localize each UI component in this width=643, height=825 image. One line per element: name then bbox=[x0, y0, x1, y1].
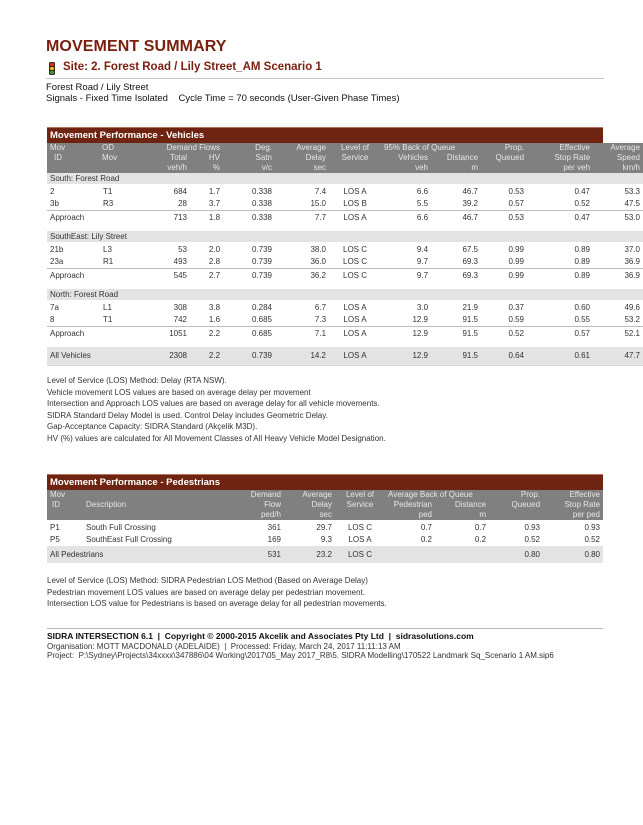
pedestrians-note: Pedestrian movement LOS values are based on average delay per pedestrian movement. bbox=[47, 587, 365, 597]
los-cell: LOS C bbox=[329, 269, 381, 284]
delay-cell: 36.2 bbox=[275, 269, 329, 284]
col-queue-vehicles: Vehicles bbox=[381, 153, 431, 163]
site-title: Site: 2. Forest Road / Lily Street_AM Scenario 1 bbox=[63, 61, 322, 73]
stop-rate-cell: 0.80 bbox=[543, 546, 603, 563]
approach-label: Approach bbox=[47, 269, 139, 284]
footer-organisation: Organisation: MOTT MACDONALD (ADELAIDE) | Processed: Friday, March 24, 2017 11:11:13 AM bbox=[47, 641, 401, 651]
ped-col-demand-flow: Demand bbox=[237, 490, 284, 500]
ped-col-demand-flow-unit: ped/h bbox=[237, 510, 284, 520]
total-cell: 684 bbox=[173, 187, 187, 196]
vehicles-panel-title: Movement Performance - Vehicles bbox=[47, 127, 603, 143]
approach-group-row bbox=[47, 231, 643, 242]
total-cell: 1051 bbox=[139, 327, 190, 342]
approach-name: South: Forest Road bbox=[47, 173, 643, 184]
footer-copyright: SIDRA INTERSECTION 6.1 | Copyright © 2000-2015 Akcelik and Associates Pty Ltd | sidrasolutions.com bbox=[47, 631, 474, 641]
deg-satn-cell: 0.739 bbox=[223, 269, 275, 284]
prop-queued-cell: 0.57 bbox=[508, 199, 525, 208]
pedestrians-notes bbox=[47, 575, 387, 610]
col-deg-satn-2: Satn bbox=[223, 153, 275, 163]
hv-cell: 3.8 bbox=[208, 303, 221, 312]
deg-satn-cell: 0.685 bbox=[223, 327, 275, 342]
vehicles-header-row-3 bbox=[47, 163, 643, 173]
col-queue-distance: Distance bbox=[431, 153, 481, 163]
movement-row bbox=[47, 184, 643, 198]
delay-cell: 7.3 bbox=[314, 315, 327, 324]
vehicles-note: SIDRA Standard Delay Model is used. Control Delay includes Geometric Delay. bbox=[47, 410, 328, 420]
pedestrians-note: Level of Service (LOS) Method: SIDRA Pedestrian LOS Method (Based on Average Delay) bbox=[47, 576, 368, 585]
mov-id-cell: 21b bbox=[50, 245, 64, 254]
intersection-name: Forest Road / Lily Street bbox=[46, 82, 149, 93]
all-vehicles-row bbox=[47, 347, 643, 366]
hv-cell: 2.2 bbox=[190, 327, 223, 342]
stop-rate-cell: 0.89 bbox=[574, 257, 591, 266]
los-cell: LOS B bbox=[343, 199, 367, 208]
prop-queued-cell: 0.80 bbox=[489, 546, 543, 563]
queue-distance-cell: 69.3 bbox=[431, 269, 481, 284]
prop-queued-cell: 0.99 bbox=[481, 269, 527, 284]
speed-cell: 53.2 bbox=[624, 315, 641, 324]
delay-cell: 6.7 bbox=[314, 303, 327, 312]
los-cell: LOS A bbox=[343, 315, 367, 324]
od-mov-cell: L3 bbox=[103, 245, 112, 254]
vehicles-note: Gap-Acceptance Capacity: SIDRA Standard (Akçelik M3D). bbox=[47, 422, 258, 431]
queue-distance-cell: 91.5 bbox=[431, 347, 481, 366]
speed-cell: 53.0 bbox=[593, 211, 643, 226]
delay-cell: 15.0 bbox=[310, 199, 327, 208]
speed-cell: 53.3 bbox=[624, 187, 641, 196]
pedestrians-table bbox=[47, 490, 603, 563]
mov-id-cell: 3b bbox=[50, 199, 59, 208]
vehicles-note: Intersection and Approach LOS values are based on average delay for all vehicle movements. bbox=[47, 399, 380, 408]
pedestrian-row bbox=[47, 534, 603, 546]
stop-rate-cell: 0.52 bbox=[584, 535, 601, 544]
col-queue-distance-unit: m bbox=[431, 163, 481, 173]
col-deg-satn: Deg. bbox=[223, 143, 275, 153]
ped-col-los-2: Service bbox=[335, 500, 385, 510]
prop-queued-cell: 0.59 bbox=[508, 315, 525, 324]
deg-satn-cell: 0.739 bbox=[251, 245, 273, 254]
approach-total-row bbox=[47, 327, 643, 342]
col-od-mov-2: Mov bbox=[102, 153, 118, 162]
total-cell: 742 bbox=[173, 315, 187, 324]
deg-satn-cell: 0.338 bbox=[223, 211, 275, 226]
col-mov-id: Mov bbox=[47, 143, 87, 153]
stop-rate-cell: 0.89 bbox=[574, 245, 591, 254]
col-prop-queued: Prop. bbox=[481, 143, 527, 153]
mov-id-cell: 23a bbox=[50, 257, 64, 266]
stop-rate-cell: 0.47 bbox=[574, 187, 591, 196]
delay-cell: 7.4 bbox=[314, 187, 327, 196]
delay-cell: 23.2 bbox=[284, 546, 335, 563]
movement-row bbox=[47, 300, 643, 314]
footer-divider bbox=[47, 628, 603, 629]
los-cell: LOS A bbox=[348, 535, 372, 544]
stop-rate-cell: 0.93 bbox=[584, 523, 601, 532]
queue-vehicles-cell: 12.9 bbox=[381, 347, 431, 366]
prop-queued-cell: 0.99 bbox=[508, 245, 525, 254]
total-cell: 545 bbox=[139, 269, 190, 284]
ped-col-avg-delay-unit: sec bbox=[284, 510, 335, 520]
movement-row bbox=[47, 198, 643, 211]
ped-col-stop-rate-unit: per ped bbox=[543, 510, 603, 520]
pedestrian-row bbox=[47, 520, 603, 534]
delay-cell: 29.7 bbox=[316, 523, 332, 532]
deg-satn-cell: 0.739 bbox=[251, 257, 273, 266]
mov-id-cell: 8 bbox=[50, 315, 55, 324]
ped-col-prop-queued-2: Queued bbox=[489, 500, 543, 510]
queue-vehicles-cell: 5.5 bbox=[416, 199, 429, 208]
col-avg-speed-unit: km/h bbox=[593, 163, 643, 173]
queue-vehicles-cell: 6.6 bbox=[381, 211, 431, 226]
total-cell: 53 bbox=[178, 245, 187, 254]
col-prop-queued-2: Queued bbox=[481, 153, 527, 163]
pedestrians-header-row-2 bbox=[47, 500, 603, 510]
queue-vehicles-cell: 9.4 bbox=[416, 245, 429, 254]
ped-col-queue-ped: Pedestrian bbox=[385, 500, 435, 510]
description-cell: SouthEast Full Crossing bbox=[86, 535, 172, 544]
col-stop-rate-unit: per veh bbox=[527, 163, 593, 173]
deg-satn-cell: 0.685 bbox=[251, 315, 273, 324]
pedestrians-header-row-1 bbox=[47, 490, 603, 500]
ped-col-stop-rate: Effective bbox=[543, 490, 603, 500]
hv-cell: 2.7 bbox=[190, 269, 223, 284]
col-hv: HV bbox=[190, 153, 223, 163]
los-cell: LOS C bbox=[343, 245, 368, 254]
col-mov-id-2: ID bbox=[54, 153, 62, 162]
mov-id-cell: P1 bbox=[50, 523, 60, 532]
delay-cell: 38.0 bbox=[310, 245, 327, 254]
queue-vehicles-cell: 12.9 bbox=[412, 315, 429, 324]
traffic-signal-icon bbox=[49, 62, 55, 75]
queue-distance-cell: 21.9 bbox=[462, 303, 479, 312]
los-cell: LOS A bbox=[329, 211, 381, 226]
vehicles-header-row-2 bbox=[47, 153, 643, 163]
delay-cell: 7.7 bbox=[275, 211, 329, 226]
vehicles-note: Level of Service (LOS) Method: Delay (RTA NSW). bbox=[47, 376, 227, 385]
los-cell: LOS C bbox=[343, 257, 368, 266]
all-pedestrians-row bbox=[47, 546, 603, 563]
ped-col-demand-flow-2: Flow bbox=[237, 500, 284, 510]
queue-distance-cell: 46.7 bbox=[431, 211, 481, 226]
deg-satn-cell: 0.284 bbox=[251, 303, 273, 312]
col-stop-rate: Effective bbox=[527, 143, 593, 153]
deg-satn-cell: 0.338 bbox=[251, 199, 273, 208]
queue-ped-cell bbox=[385, 546, 435, 563]
signals-info: Signals - Fixed Time Isolated Cycle Time = 70 seconds (User-Given Phase Times) bbox=[46, 93, 400, 104]
mov-id-cell: 7a bbox=[50, 303, 59, 312]
od-mov-cell: T1 bbox=[103, 187, 113, 196]
ped-col-los: Level of bbox=[335, 490, 385, 500]
approach-group-row bbox=[47, 289, 643, 300]
queue-distance-cell: 0.2 bbox=[474, 535, 487, 544]
queue-distance-cell: 39.2 bbox=[462, 199, 479, 208]
approach-label: Approach bbox=[47, 211, 139, 226]
col-total-unit: veh/h bbox=[139, 163, 190, 173]
queue-distance-cell: 91.5 bbox=[462, 315, 479, 324]
queue-ped-cell: 0.2 bbox=[420, 535, 432, 544]
page-title: MOVEMENT SUMMARY bbox=[46, 38, 227, 55]
speed-cell: 36.9 bbox=[624, 257, 641, 266]
hv-cell: 1.8 bbox=[190, 211, 223, 226]
description-cell: South Full Crossing bbox=[86, 523, 156, 532]
queue-distance-cell: 67.5 bbox=[462, 245, 479, 254]
col-hv-unit: % bbox=[190, 163, 223, 173]
col-queue-vehicles-unit: veh bbox=[381, 163, 431, 173]
los-cell: LOS A bbox=[343, 187, 367, 196]
col-od-mov: OD bbox=[87, 143, 139, 153]
col-los: Level of bbox=[329, 143, 381, 153]
prop-queued-cell: 0.53 bbox=[508, 187, 525, 196]
col-avg-speed-2: Speed bbox=[593, 153, 643, 163]
ped-col-mov-id-2: ID bbox=[52, 500, 60, 509]
col-stop-rate-2: Stop Rate bbox=[527, 153, 593, 163]
stop-rate-cell: 0.52 bbox=[574, 199, 591, 208]
queue-distance-cell: 69.3 bbox=[462, 257, 479, 266]
hv-cell: 3.7 bbox=[208, 199, 221, 208]
speed-cell: 52.1 bbox=[593, 327, 643, 342]
delay-cell: 36.0 bbox=[310, 257, 327, 266]
col-deg-satn-unit: v/c bbox=[223, 163, 275, 173]
footer-project: Project: P:\Sydney\Projects\34xxxx\347886\04 Working\2017\05_May 2017_R8\5. SIDRA Modelling\170522 Landmark Sq_Scenario 1 AM.sip6 bbox=[47, 651, 554, 660]
total-cell: 493 bbox=[173, 257, 187, 266]
queue-vehicles-cell: 9.7 bbox=[381, 269, 431, 284]
queue-distance-cell bbox=[435, 546, 489, 563]
los-cell: LOS A bbox=[329, 347, 381, 366]
prop-queued-cell: 0.99 bbox=[508, 257, 525, 266]
col-avg-delay-unit: sec bbox=[275, 163, 329, 173]
ped-col-stop-rate-2: Stop Rate bbox=[543, 500, 603, 510]
col-los-2: Service bbox=[329, 153, 381, 163]
total-cell: 308 bbox=[173, 303, 187, 312]
total-cell: 713 bbox=[139, 211, 190, 226]
los-cell: LOS A bbox=[329, 327, 381, 342]
ped-col-queue-distance-unit: m bbox=[435, 510, 489, 520]
ped-col-avg-delay: Average bbox=[284, 490, 335, 500]
hv-cell: 2.8 bbox=[208, 257, 221, 266]
vehicles-header-row-1 bbox=[47, 143, 643, 153]
prop-queued-cell: 0.52 bbox=[481, 327, 527, 342]
speed-cell: 37.0 bbox=[624, 245, 641, 254]
stop-rate-cell: 0.60 bbox=[574, 303, 591, 312]
od-mov-cell: R1 bbox=[103, 257, 114, 266]
vehicles-table-body bbox=[47, 173, 643, 366]
od-mov-cell: L1 bbox=[103, 303, 112, 312]
total-cell: 28 bbox=[178, 199, 187, 208]
mov-id-cell: P5 bbox=[50, 535, 60, 544]
prop-queued-cell: 0.37 bbox=[508, 303, 525, 312]
queue-distance-cell: 46.7 bbox=[462, 187, 479, 196]
prop-queued-cell: 0.93 bbox=[524, 523, 541, 532]
queue-distance-cell: 0.7 bbox=[474, 523, 487, 532]
los-cell: LOS A bbox=[343, 303, 367, 312]
all-pedestrians-label: All Pedestrians bbox=[47, 546, 237, 563]
queue-vehicles-cell: 12.9 bbox=[381, 327, 431, 342]
los-cell: LOS C bbox=[347, 523, 372, 532]
pedestrians-panel-title: Movement Performance - Pedestrians bbox=[47, 474, 603, 490]
site-header bbox=[46, 61, 604, 79]
stop-rate-cell: 0.47 bbox=[527, 211, 593, 226]
movement-row bbox=[47, 242, 643, 256]
speed-cell: 47.5 bbox=[624, 199, 641, 208]
queue-distance-cell: 91.5 bbox=[431, 327, 481, 342]
hv-cell: 2.0 bbox=[208, 245, 221, 254]
approach-total-row bbox=[47, 269, 643, 284]
queue-vehicles-cell: 6.6 bbox=[416, 187, 429, 196]
footer bbox=[47, 632, 554, 661]
prop-queued-cell: 0.64 bbox=[481, 347, 527, 366]
approach-label: Approach bbox=[47, 327, 139, 342]
queue-vehicles-cell: 3.0 bbox=[416, 303, 429, 312]
stop-rate-cell: 0.61 bbox=[527, 347, 593, 366]
demand-flow-cell: 169 bbox=[267, 535, 281, 544]
col-total: Total bbox=[139, 153, 190, 163]
stop-rate-cell: 0.89 bbox=[527, 269, 593, 284]
od-mov-cell: R3 bbox=[103, 199, 114, 208]
approach-name: North: Forest Road bbox=[47, 289, 643, 300]
ped-col-queue-ped-unit: ped bbox=[385, 510, 435, 520]
mov-id-cell: 2 bbox=[50, 187, 55, 196]
ped-col-mov-id: Mov bbox=[47, 490, 77, 500]
ped-col-queue-distance: Distance bbox=[435, 500, 489, 510]
od-mov-cell: T1 bbox=[103, 315, 113, 324]
queue-ped-cell: 0.7 bbox=[420, 523, 432, 532]
all-vehicles-label: All Vehicles bbox=[47, 347, 139, 366]
demand-flow-cell: 531 bbox=[237, 546, 284, 563]
approach-total-row bbox=[47, 211, 643, 226]
col-back-of-queue: 95% Back of Queue bbox=[381, 143, 481, 153]
stop-rate-cell: 0.57 bbox=[527, 327, 593, 342]
delay-cell: 14.2 bbox=[275, 347, 329, 366]
deg-satn-cell: 0.739 bbox=[223, 347, 275, 366]
movement-row bbox=[47, 314, 643, 327]
approach-name: SouthEast: Lily Street bbox=[47, 231, 643, 242]
prop-queued-cell: 0.52 bbox=[524, 535, 541, 544]
pedestrians-header-row-3 bbox=[47, 510, 603, 520]
hv-cell: 1.7 bbox=[208, 187, 221, 196]
col-avg-delay-2: Delay bbox=[275, 153, 329, 163]
speed-cell: 47.7 bbox=[593, 347, 643, 366]
queue-vehicles-cell: 9.7 bbox=[416, 257, 429, 266]
vehicles-panel bbox=[47, 127, 641, 366]
pedestrians-panel bbox=[47, 474, 603, 563]
los-cell: LOS C bbox=[335, 546, 385, 563]
ped-col-prop-queued: Prop. bbox=[489, 490, 543, 500]
delay-cell: 7.1 bbox=[275, 327, 329, 342]
vehicles-table bbox=[47, 143, 643, 366]
hv-cell: 2.2 bbox=[190, 347, 223, 366]
pedestrians-table-body bbox=[47, 520, 603, 563]
movement-row bbox=[47, 256, 643, 269]
vehicles-note: HV (%) values are calculated for All Movement Classes of All Heavy Vehicle Model Designation. bbox=[47, 433, 386, 443]
prop-queued-cell: 0.53 bbox=[481, 211, 527, 226]
deg-satn-cell: 0.338 bbox=[251, 187, 273, 196]
delay-cell: 9.3 bbox=[320, 535, 332, 544]
total-cell: 2308 bbox=[139, 347, 190, 366]
speed-cell: 36.9 bbox=[593, 269, 643, 284]
col-avg-delay: Average bbox=[275, 143, 329, 153]
ped-col-avg-delay-2: Delay bbox=[284, 500, 335, 510]
approach-group-row bbox=[47, 173, 643, 184]
ped-col-back-of-queue: Average Back of Queue bbox=[385, 490, 489, 500]
stop-rate-cell: 0.55 bbox=[574, 315, 591, 324]
pedestrians-note: Intersection LOS value for Pedestrians is based on average delay for all pedestrian movements. bbox=[47, 599, 387, 608]
vehicles-note: Vehicle movement LOS values are based on average delay per movement bbox=[47, 387, 311, 397]
col-avg-speed: Average bbox=[593, 143, 643, 153]
speed-cell: 49.6 bbox=[624, 303, 641, 312]
ped-col-description: Description bbox=[86, 500, 127, 509]
hv-cell: 1.6 bbox=[208, 315, 221, 324]
vehicles-notes bbox=[47, 375, 386, 444]
col-demand-flows: Demand Flows bbox=[139, 143, 223, 153]
demand-flow-cell: 361 bbox=[267, 523, 281, 532]
